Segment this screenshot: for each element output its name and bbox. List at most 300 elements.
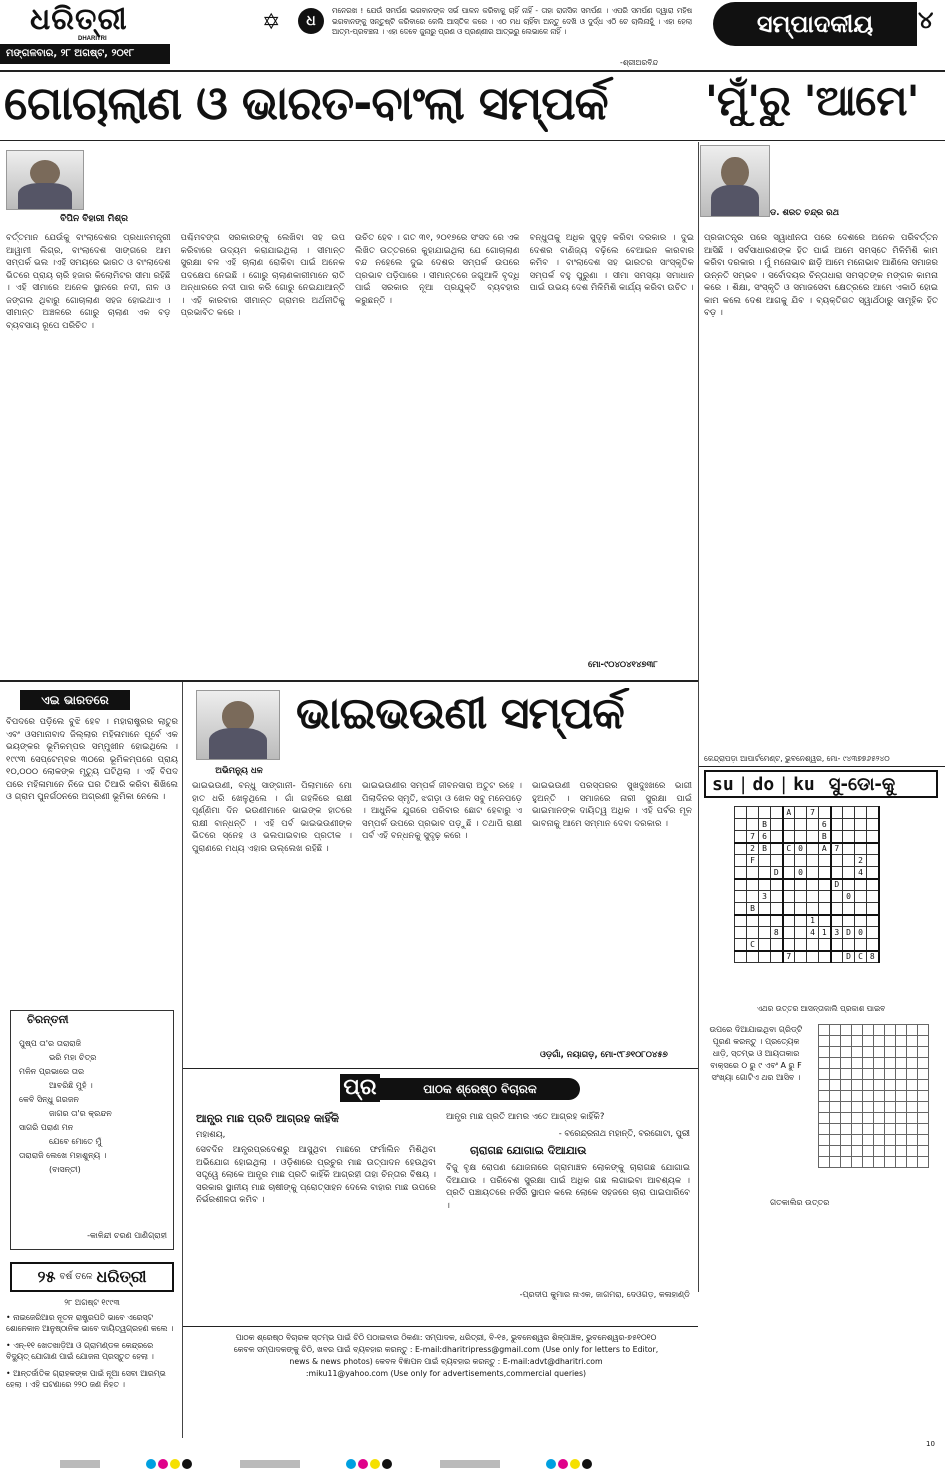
solution-cell xyxy=(819,1080,830,1091)
sudoku-cell[interactable] xyxy=(795,831,807,843)
sudoku-cell[interactable]: A xyxy=(783,807,795,819)
sudoku-cell[interactable]: 7 xyxy=(783,951,795,963)
sudoku-cell[interactable]: 7 xyxy=(747,831,759,843)
sudoku-cell[interactable]: B xyxy=(747,903,759,915)
sudoku-cell[interactable] xyxy=(867,819,879,831)
sudoku-title-ku: ku xyxy=(793,773,815,795)
sudoku-cell[interactable] xyxy=(807,855,819,867)
sudoku-cell[interactable] xyxy=(843,807,855,819)
archive-item: • ଆନ୍ତର୍ଜାତିକ ଗ୍ରାହକଙ୍କ ପାଇଁ ନୂଆ ସେବା ଆରମ୍ଭ ହେଲା । ଏହି ଘଟଣାରେ ୨୨୦ ଜଣ ନିହତ । xyxy=(6,1369,166,1389)
solution-cell xyxy=(841,1091,852,1102)
sudoku-cell[interactable] xyxy=(819,939,831,951)
sudoku-cell[interactable] xyxy=(843,915,855,927)
sudoku-cell[interactable] xyxy=(783,867,795,879)
sudoku-cell[interactable]: B xyxy=(759,843,771,855)
bhai-col-1: ଭାଇଭଉଣୀ, ବନ୍ଧୁ ସାଙ୍ଗାନୀ- ପିଲାମାନେ ମୋ ହାତ ଧରି ଖେଳୁଥିଲେ । ଗାଁ ଗହଳିରେ ରାକ୍ଷୀ ପୂର୍ଣ୍ଣିମା ଦିନ ଭଉଣୀମାନେ ଭାଇଙ୍କ ହାତରେ ରାକ୍ଷୀ ବାନ୍ଧନ୍ତି । ଏହି ପର୍ବ ଭାଇଭଉଣୀଙ୍କ ଭିତରେ ସ୍ନେହ ଓ ଭଲପାଇବାର ପ୍ରତୀକ । ପୁରାଣରେ ମଧ୍ୟ ଏହାର ଉଲ୍ଲେଖ ରହିଛି । xyxy=(192,781,352,854)
star-emblem-icon: ✡ xyxy=(262,10,281,35)
chirantani-poem xyxy=(19,1037,167,1177)
solution-cell xyxy=(830,1091,841,1102)
sudoku-cell[interactable] xyxy=(771,819,783,831)
ei-bharatare-title: ଏଇ ଭାରତରେ xyxy=(20,690,130,710)
footer-rule xyxy=(183,1326,698,1327)
sudoku-cell[interactable] xyxy=(735,807,747,819)
sudoku-cell[interactable]: 4 xyxy=(807,927,819,939)
sudoku-cell[interactable] xyxy=(747,879,759,891)
sudoku-cell[interactable] xyxy=(735,951,747,963)
sudoku-cell[interactable]: 1 xyxy=(807,915,819,927)
folio-number: 10 xyxy=(926,1440,935,1448)
solution-cell xyxy=(918,1069,929,1080)
poem-line: ତାରାରାଜି ଲେଖେ ମହାଶୁନ୍ୟ । xyxy=(19,1151,107,1160)
sudoku-cell[interactable] xyxy=(759,879,771,891)
sudoku-cell[interactable] xyxy=(831,819,843,831)
sudoku-cell[interactable] xyxy=(783,855,795,867)
solution-cell xyxy=(907,1157,918,1168)
footer-address xyxy=(196,1332,696,1380)
sudoku-cell[interactable] xyxy=(735,843,747,855)
solution-cell xyxy=(907,1113,918,1124)
sudoku-cell[interactable] xyxy=(855,939,867,951)
solution-cell xyxy=(852,1113,863,1124)
solution-cell xyxy=(907,1036,918,1047)
sudoku-cell[interactable] xyxy=(795,915,807,927)
sudoku-cell[interactable] xyxy=(759,951,771,963)
solution-cell xyxy=(896,1124,907,1135)
sudoku-cell[interactable] xyxy=(735,927,747,939)
sudoku-cell[interactable] xyxy=(843,867,855,879)
sudoku-cell[interactable] xyxy=(831,855,843,867)
footer-line-4: :miku11@yahoo.com (Use only for advertisements,commercial queries) xyxy=(305,1369,587,1378)
sudoku-cell[interactable] xyxy=(843,939,855,951)
sudoku-cell[interactable] xyxy=(867,879,879,891)
solution-cell xyxy=(852,1146,863,1157)
solution-cell xyxy=(841,1146,852,1157)
sudoku-cell[interactable] xyxy=(867,843,879,855)
sudoku-cell[interactable] xyxy=(831,831,843,843)
sudoku-cell[interactable]: A xyxy=(819,843,831,855)
archive-badge-logo: ଧରିତ୍ରୀ xyxy=(96,1267,147,1286)
sudoku-cell[interactable] xyxy=(819,855,831,867)
sudoku-cell[interactable] xyxy=(867,807,879,819)
solution-cell xyxy=(896,1025,907,1036)
bhai-headline: ଭାଇଭଉଣୀ ସମ୍ପର୍କ xyxy=(296,688,624,739)
solution-cell xyxy=(863,1102,874,1113)
sudoku-cell[interactable] xyxy=(795,819,807,831)
solution-cell xyxy=(863,1025,874,1036)
sudoku-cell[interactable] xyxy=(855,807,867,819)
sudoku-cell[interactable] xyxy=(759,927,771,939)
solution-cell xyxy=(863,1058,874,1069)
sudoku-cell[interactable] xyxy=(795,939,807,951)
sudoku-cell[interactable]: D xyxy=(843,951,855,963)
solution-cell xyxy=(819,1113,830,1124)
solution-cell xyxy=(885,1124,896,1135)
solution-cell xyxy=(896,1113,907,1124)
sudoku-cell[interactable] xyxy=(771,903,783,915)
sudoku-cell[interactable] xyxy=(819,807,831,819)
solution-cell xyxy=(907,1124,918,1135)
sudoku-cell[interactable] xyxy=(819,891,831,903)
sudoku-previous-solution xyxy=(818,1024,929,1168)
sudoku-cell[interactable] xyxy=(735,939,747,951)
sudoku-cell[interactable] xyxy=(771,831,783,843)
solution-cell xyxy=(885,1080,896,1091)
sudoku-cell[interactable] xyxy=(867,831,879,843)
sudoku-cell[interactable] xyxy=(795,891,807,903)
poem-line: ଯେବେ ମୋତେ ମୁଁ xyxy=(49,1137,102,1146)
solution-cell xyxy=(841,1036,852,1047)
column-rule xyxy=(698,142,699,1292)
sudoku-cell[interactable] xyxy=(795,927,807,939)
poem-line: ଜାଗର ତା'ର କ୍ରନ୍ଦନ xyxy=(49,1109,112,1118)
sudoku-cell[interactable] xyxy=(771,855,783,867)
sudoku-cell[interactable]: F xyxy=(747,855,759,867)
sudoku-cell[interactable] xyxy=(831,807,843,819)
footer-line-3: news & news photos) କେବଳ ବିଜ୍ଞାପନ ପାଇଁ ବ୍ୟବହାର କରନ୍ତୁ : E-mail:advt@dharitri.com xyxy=(289,1357,603,1366)
sudoku-cell[interactable] xyxy=(783,891,795,903)
sudoku-cell[interactable] xyxy=(735,819,747,831)
solution-cell xyxy=(896,1157,907,1168)
archive-item: • ଏନ୍‌-୧୧ ଖେତଖାଡ଼ିଆ ଓ ଗ୍ରାମଣ୍ଡଳ କେନ୍ଦ୍ରରେ ବିଦ୍ୟୁତ୍ ଯୋଗାଣ ପାଇଁ ଯୋଜନା ପ୍ରସ୍ତୁତ ହେଲା । xyxy=(6,1341,154,1361)
poem-line: ପୁଷ୍ପ ତା'ର ତାରାରାଜି xyxy=(19,1039,82,1048)
sudoku-cell[interactable]: 0 xyxy=(855,927,867,939)
letter3-body: ବିଜୁ ବୃକ୍ଷ ରୋପଣ ଯୋଜନାରେ ଗ୍ରାମାଞ୍ଚଳ ଲୋକଙ୍କୁ ଚାରାଗଛ ଯୋଗାଇ ଦିଆଯାଉ । ପରିବେଶ ସୁରକ୍ଷା ପାଇଁ ଅଧିକ ଗଛ ଲଗାଇବା ଆବଶ୍ୟକ । ପ୍ରତି ପଞ୍ଚାୟତରେ ନର୍ସରି ସ୍ଥାପନ କଲେ ଲୋକେ ସହଜରେ ଚାରା ପାଇପାରିବେ । xyxy=(446,1163,690,1211)
sudoku-cell[interactable] xyxy=(831,951,843,963)
sudoku-cell[interactable] xyxy=(867,927,879,939)
sudoku-title-odia: ସୁ-ଡୋ-କୁ xyxy=(828,773,896,795)
sudoku-cell[interactable] xyxy=(783,939,795,951)
lead-body xyxy=(6,232,694,672)
solution-cell xyxy=(830,1069,841,1080)
solution-cell xyxy=(819,1124,830,1135)
sudoku-cell[interactable] xyxy=(771,951,783,963)
register-mark-3 xyxy=(440,1460,500,1468)
sudoku-cell[interactable] xyxy=(819,915,831,927)
solution-cell xyxy=(907,1058,918,1069)
sudoku-cell[interactable] xyxy=(867,915,879,927)
solution-cell xyxy=(874,1036,885,1047)
sudoku-cell[interactable] xyxy=(747,915,759,927)
cmyk-swatches-1 xyxy=(146,1454,194,1471)
letter3-title: ଚାରାଗଛ ଯୋଗାଇ ଦିଆଯାଉ xyxy=(470,1144,587,1157)
sudoku-cell[interactable] xyxy=(759,939,771,951)
sudoku-cell[interactable] xyxy=(771,843,783,855)
sudoku-cell[interactable]: C xyxy=(747,939,759,951)
solution-cell xyxy=(830,1080,841,1091)
sudoku-cell[interactable]: 1 xyxy=(819,927,831,939)
sudoku-cell[interactable] xyxy=(783,915,795,927)
solution-cell xyxy=(852,1091,863,1102)
sudoku-cell[interactable] xyxy=(795,855,807,867)
poem-line: ମଳିନ ପ୍ରଭାରେ ତାର xyxy=(19,1067,85,1076)
sudoku-cell[interactable]: B xyxy=(759,819,771,831)
sudoku-cell[interactable] xyxy=(843,879,855,891)
solution-cell xyxy=(830,1135,841,1146)
sudoku-cell[interactable]: 8 xyxy=(867,951,879,963)
sudoku-cell[interactable]: 7 xyxy=(807,807,819,819)
sudoku-cell[interactable] xyxy=(807,903,819,915)
author-photo-abhimanyu xyxy=(196,690,280,760)
sudoku-cell[interactable] xyxy=(843,819,855,831)
solution-cell xyxy=(918,1091,929,1102)
sudoku-cell[interactable] xyxy=(843,843,855,855)
solution-cell xyxy=(885,1036,896,1047)
solution-cell xyxy=(918,1058,929,1069)
sudoku-cell[interactable] xyxy=(819,951,831,963)
sudoku-cell[interactable] xyxy=(771,939,783,951)
chirantani-attribution: -କାଳିନ୍ଦୀ ଚରଣ ପାଣିଗ୍ରାହୀ xyxy=(87,1231,167,1240)
solution-cell xyxy=(874,1113,885,1124)
sudoku-cell[interactable] xyxy=(771,807,783,819)
right-rule xyxy=(699,766,945,767)
logo: ଧରିତ୍ରୀ xyxy=(30,2,128,37)
sudoku-cell[interactable] xyxy=(831,915,843,927)
solution-cell xyxy=(841,1135,852,1146)
solution-cell xyxy=(852,1069,863,1080)
sudoku-title: su | do | ku ସୁ-ଡୋ-କୁ xyxy=(704,770,938,798)
solution-cell xyxy=(907,1102,918,1113)
sudoku-cell[interactable] xyxy=(807,891,819,903)
sudoku-prev-label: ଗତକାଲିର ଉତ୍ତର xyxy=(770,1198,830,1207)
sudoku-cell[interactable] xyxy=(843,855,855,867)
chirantani-title: ଚିରନ୍ତନୀ xyxy=(27,1013,69,1026)
sudoku-cell[interactable] xyxy=(843,831,855,843)
solution-cell xyxy=(841,1102,852,1113)
solution-cell xyxy=(852,1058,863,1069)
letter2-attribution: - ବରେନ୍ଦ୍ରନାଥ ମହାନ୍ତି, ବରଗୋଟା, ପୁରୀ xyxy=(558,1128,690,1138)
sudoku-cell[interactable] xyxy=(867,903,879,915)
chirantani-box xyxy=(10,1010,174,1250)
poem-line: ଭରି ମହା ଚିତ୍ର xyxy=(49,1053,97,1062)
sudoku-cell[interactable]: 7 xyxy=(831,843,843,855)
solution-cell xyxy=(896,1069,907,1080)
sudoku-caption: ଏଥର ଉତ୍ତର ଆସନ୍ତାକାଲି ପ୍ରକାଶ ପାଇବ xyxy=(756,1004,886,1013)
sudoku-cell[interactable]: D xyxy=(831,879,843,891)
sudoku-cell[interactable] xyxy=(831,903,843,915)
sudoku-cell[interactable]: 6 xyxy=(819,819,831,831)
sudoku-cell[interactable] xyxy=(783,903,795,915)
letter3-attribution: -ପ୍ରଦୀପ କୁମାର ନାଏକ, ଜାଗମରା, ଦେଓଗଡ଼, କଳାହାଣ୍ଡି xyxy=(519,1290,690,1299)
sudoku-cell[interactable] xyxy=(855,831,867,843)
solution-cell xyxy=(885,1025,896,1036)
solution-cell xyxy=(874,1025,885,1036)
sudoku-cell[interactable] xyxy=(819,903,831,915)
bhai-col-3: ଭାଇଭଉଣୀ ପରସ୍ପରର ସୁଖଦୁଃଖରେ ଭାଗୀ ହୁଅନ୍ତି । ସମାଜରେ ନାରୀ ସୁରକ୍ଷା ପାଇଁ ଭାଇମାନଙ୍କ ଦାୟିତ୍ୱ ଅଧିକ । ଏହି ପର୍ବର ମୂଳ ଭାବନାକୁ ଆମେ ସମ୍ମାନ ଦେବା ଦରକାର । xyxy=(532,781,692,829)
solution-cell xyxy=(918,1135,929,1146)
solution-cell xyxy=(918,1124,929,1135)
solution-cell xyxy=(863,1124,874,1135)
archive-column-rule xyxy=(182,682,183,1438)
lead-col-1: ବର୍ତ୍ତମାନ ଯେଉଁକୁ ବାଂଲାଦେଶର ପ୍ରଧାନମନ୍ତ୍ରୀ ଆୱାମୀ ଲିଗ୍‌ର, ବାଂଲାଦେଶ ସାଙ୍ଗରେ ଆମ ସମ୍ପର୍କ ଭଲ ।ଏହି ସମୟରେ ଭାରତ ଓ ବାଂଲାଦେଶ ଭିତରେ ପ୍ରାୟ ଚାରି ହଜାର କିଲୋମିଟର ସୀମା ରହିଛି । ଏହି ସୀମାରେ ଅନେକ ସ୍ଥାନରେ ନଦୀ, ନାଳ ଓ ଜଙ୍ଗଲ ଥିବାରୁ ଗୋଚାଲାଣ ସହଜ ହୋଇଥାଏ । ସୀମାନ୍ତ ଅଞ୍ଚଳରେ ଗୋରୁ ଚାଲାଣ ଏକ ବଡ଼ ବ୍ୟବସାୟ ରୂପେ ପରିଚିତ । xyxy=(6,233,171,331)
solution-cell xyxy=(907,1025,918,1036)
sudoku-cell[interactable] xyxy=(819,867,831,879)
sudoku-cell[interactable] xyxy=(807,867,819,879)
lead-col-3: ଉଚିତ ହେବ । ଗତ ୩୧, ୨୦୧୭ରେ ସଂସଦ ରେ ଏକ ଲିଖିତ ଉତ୍ତରରେ କୁହାଯାଇଥିଲା ଯେ ଗୋଚାଲାଣ ବନ୍ଦ ନହେଲେ ଦୁଇ ଦେଶର ସମ୍ପର୍କ ଉପରେ ପ୍ରଭାବ ପଡ଼ିପାରେ । ସୀମାନ୍ତରେ ଜଗୁଆଳି ବୃଦ୍ଧି ପାଇଁ ସରକାର ନୂଆ ପ୍ରଯୁକ୍ତି ବ୍ୟବହାର କରୁଛନ୍ତି । xyxy=(355,233,520,306)
sudoku-cell[interactable]: 8 xyxy=(771,927,783,939)
solution-cell xyxy=(907,1091,918,1102)
sudoku-cell[interactable] xyxy=(771,879,783,891)
solution-cell xyxy=(819,1146,830,1157)
sudoku-cell[interactable] xyxy=(807,951,819,963)
sudoku-cell[interactable] xyxy=(735,867,747,879)
solution-cell xyxy=(918,1036,929,1047)
black-swatch xyxy=(182,1459,192,1469)
sudoku-cell[interactable] xyxy=(855,903,867,915)
sudoku-cell[interactable] xyxy=(867,939,879,951)
cmyk-swatches-3 xyxy=(546,1454,594,1471)
lower-rule xyxy=(0,680,698,682)
sudoku-cell[interactable] xyxy=(747,867,759,879)
sudoku-cell[interactable]: 6 xyxy=(759,831,771,843)
sudoku-cell[interactable] xyxy=(807,819,819,831)
solution-cell xyxy=(885,1102,896,1113)
sudoku-cell[interactable]: 3 xyxy=(759,891,771,903)
sudoku-cell[interactable]: D xyxy=(771,867,783,879)
solution-cell xyxy=(863,1069,874,1080)
solution-cell xyxy=(885,1091,896,1102)
solution-cell xyxy=(874,1102,885,1113)
register-mark-1 xyxy=(60,1460,100,1468)
solution-cell xyxy=(918,1025,929,1036)
archive-badge-text: ବର୍ଷ ତଳେ xyxy=(59,1272,93,1282)
sudoku-cell[interactable] xyxy=(783,879,795,891)
solution-cell xyxy=(896,1102,907,1113)
sudoku-cell[interactable]: 4 xyxy=(855,867,867,879)
sudoku-cell[interactable] xyxy=(735,891,747,903)
sudoku-cell[interactable] xyxy=(759,867,771,879)
top-quote: ମନେରଖ ! ଯେଉଁ ସମର୍ପଣ ଭଗବାନଙ୍କ ସର୍ଭ ପାଳନ କରିବାକୁ ଚାହିଁ ନାହିଁ - ତାହା ରାଜସିକ ସମର୍ପଣ । ଏପରି ସମର୍ପଣ ଦ୍ୱାରା ମହିଷ ଭଗବାନଙ୍କୁ ସନ୍ତୁଷ୍ଟି କରିବାରେ କେଲି ଆସ୍ତିଳ କରେ । ଏଠ ମଧ ଚାହିଁବା ଅନ୍ତୁ ଦେଖି ଓ ଦୁର୍ଦ୍ଧ ଏଠି ଚେ ଚାଲିନାହୁଁ । ଏହା ହେଲା ଆତ୍ମ-ପ୍ରବଞ୍ଚନା । ଏହା ଦେବେ ଜୁନାରୁ ପ୍ରଣ ଓ ପ୍ରଣ୍ଣୀର ଆତ୍ଭରୁ ଲେଭାଳେ ନାହିଁ । xyxy=(332,6,692,36)
sudoku-cell[interactable] xyxy=(759,855,771,867)
sudoku-cell[interactable] xyxy=(855,891,867,903)
solution-cell xyxy=(918,1113,929,1124)
sudoku-cell[interactable] xyxy=(807,831,819,843)
register-mark-2 xyxy=(240,1460,300,1468)
sudoku-cell[interactable] xyxy=(855,819,867,831)
solution-cell xyxy=(918,1080,929,1091)
sudoku-cell[interactable] xyxy=(831,867,843,879)
sudoku-cell[interactable]: D xyxy=(843,927,855,939)
sudoku-cell[interactable] xyxy=(795,879,807,891)
solution-cell xyxy=(852,1080,863,1091)
sudoku-cell[interactable] xyxy=(867,855,879,867)
sudoku-cell[interactable] xyxy=(735,855,747,867)
solution-cell xyxy=(896,1080,907,1091)
cmyk-swatches-2 xyxy=(346,1454,394,1471)
sudoku-cell[interactable] xyxy=(795,951,807,963)
sudoku-cell[interactable] xyxy=(747,927,759,939)
sudoku-cell[interactable] xyxy=(807,843,819,855)
sudoku-cell[interactable] xyxy=(783,927,795,939)
sudoku-cell[interactable] xyxy=(735,903,747,915)
sudoku-cell[interactable] xyxy=(735,831,747,843)
letter1-body: ସେବଦିନ ଆନ୍ଧ୍ରପ୍ରଦେଶରୁ ଆସୁଥିବା ମାଛରେ ଫର୍ମାଲିନ ମିଶିଥିବା ଅଭିଯୋଗ ହୋଇଥିଲା । ଓଡ଼ିଶାରେ ପ୍ରଚୁର ମାଛ ଉତ୍ପାଦନ ହେଉଥିବା ସତ୍ତ୍ୱେ ଲୋକେ ଆନ୍ଧ୍ର ମାଛ ପ୍ରତି କାହିଁକି ଆଗ୍ରହୀ ତାହା ଚିନ୍ତାର ବିଷୟ । ସରକାର ସ୍ଥାନୀୟ ମାଛ ଚାଷୀଙ୍କୁ ପ୍ରୋତ୍ସାହନ ଦେଲେ ବାହାର ମାଛ ଉପରେ ନିର୍ଭରଶୀଳତା କମିବ । xyxy=(196,1145,436,1205)
letter1-title: ଆନ୍ଧ୍ର ମାଛ ପ୍ରତି ଆଗ୍ରହ କାହିଁକି xyxy=(196,1112,340,1125)
solution-cell xyxy=(841,1069,852,1080)
sudoku-cell[interactable] xyxy=(855,879,867,891)
solution-cell xyxy=(819,1157,830,1168)
solution-cell xyxy=(830,1124,841,1135)
solution-cell xyxy=(852,1025,863,1036)
solution-cell xyxy=(918,1146,929,1157)
sudoku-cell[interactable]: B xyxy=(819,831,831,843)
solution-cell xyxy=(918,1102,929,1113)
solution-cell xyxy=(907,1146,918,1157)
sudoku-cell[interactable] xyxy=(759,915,771,927)
right-headline: 'ମୁଁ'ରୁ 'ଆମେ' xyxy=(705,76,919,125)
sudoku-cell[interactable] xyxy=(795,807,807,819)
footer-line-2: କେବଳ ସମ୍ପାଦକଙ୍କୁ ଚିଠି, ଖବର ପାଇଁ ବ୍ୟବହାର କରନ୍ତୁ : E-mail:dharitripress@gmail.com (Use only for letters to Editor, xyxy=(233,1345,659,1354)
sudoku-cell[interactable]: 2 xyxy=(747,843,759,855)
sudoku-cell[interactable] xyxy=(747,951,759,963)
sudoku-cell[interactable] xyxy=(771,915,783,927)
archive-item: • ନାଇଜେରିଆର ନୂତନ ରାଷ୍ଟ୍ରପତି ଭାବେ ଏରେସ୍ଟ ଶୋନେକାନ ଆନୁଷ୍ଠାନିକ ଭାବେ ଦାୟିତ୍ୱଗ୍ରହଣ କଲେ । xyxy=(6,1313,174,1333)
author-photo-sarat xyxy=(700,145,770,217)
sudoku-cell[interactable] xyxy=(747,819,759,831)
archive-badge-number: ୨୫ xyxy=(37,1267,56,1286)
sudoku-cell[interactable] xyxy=(735,915,747,927)
solution-cell xyxy=(874,1047,885,1058)
solution-cell xyxy=(852,1157,863,1168)
archive-date: ୨୮ ଅଗଷ୍ଟ ୧୯୯୩ xyxy=(64,1298,120,1307)
sudoku-cell[interactable] xyxy=(783,819,795,831)
solution-cell xyxy=(830,1146,841,1157)
ei-bharatare-body: ବିପଦରେ ପଡ଼ିଲେ ବୁଝି ହେବ । ମହାରାଷ୍ଟ୍ରର ଲାତୁର ଏବଂ ଓସମାନାବାଦ ଜିଲ୍ଲାର ମହିଳାମାନେ ପୂର୍ବେ ଏକ ଭୟଙ୍କର ଭୂମିକମ୍ପର ସମ୍ମୁଖୀନ ହୋଇଥିଲେ । ୧୯୯୩ ସେପ୍ଟେମ୍ବର ୩୦ରେ ଭୂମିକମ୍ପରେ ପ୍ରାୟ ୧୦,୦୦୦ ଲୋକଙ୍କ ମୃତ୍ୟୁ ଘଟିଥିଲା । ଏହି ବିପଦ ପରେ ମହିଳାମାନେ ନିଜେ ଘର ତିଆରି କରିବା ଶିଖିଲେ ଓ ଗ୍ରାମ ପୁନର୍ଗଠନରେ ଅଗ୍ରଣୀ ଭୂମିକା ନେଲେ । xyxy=(6,717,178,802)
solution-cell xyxy=(863,1091,874,1102)
bhai-author: ଅଭିମନ୍ୟୁ ଧଳ xyxy=(215,766,263,776)
sudoku-cell[interactable] xyxy=(795,903,807,915)
solution-cell xyxy=(841,1025,852,1036)
sudoku-cell[interactable]: 3 xyxy=(831,927,843,939)
sudoku-cell[interactable]: 2 xyxy=(855,855,867,867)
sudoku-cell[interactable] xyxy=(855,843,867,855)
sudoku-cell[interactable] xyxy=(831,891,843,903)
solution-cell xyxy=(874,1157,885,1168)
sudoku-cell[interactable] xyxy=(783,831,795,843)
section-label: ସମ୍ପାଦକୀୟ xyxy=(713,2,917,46)
solution-cell xyxy=(918,1157,929,1168)
sudoku-cell[interactable] xyxy=(807,879,819,891)
sudoku-cell[interactable] xyxy=(747,807,759,819)
solution-cell xyxy=(885,1058,896,1069)
solution-cell xyxy=(896,1036,907,1047)
solution-cell xyxy=(907,1069,918,1080)
sudoku-cell[interactable]: 0 xyxy=(795,843,807,855)
sudoku-cell[interactable] xyxy=(819,879,831,891)
sudoku-cell[interactable] xyxy=(771,891,783,903)
sudoku-cell[interactable] xyxy=(867,891,879,903)
solution-cell xyxy=(874,1135,885,1146)
sudoku-cell[interactable]: 0 xyxy=(843,891,855,903)
sudoku-cell[interactable] xyxy=(867,867,879,879)
sudoku-cell[interactable] xyxy=(759,807,771,819)
sudoku-cell[interactable]: 0 xyxy=(795,867,807,879)
sudoku-cell[interactable] xyxy=(831,939,843,951)
sudoku-cell[interactable] xyxy=(807,939,819,951)
sudoku-cell[interactable] xyxy=(843,903,855,915)
solution-cell xyxy=(896,1091,907,1102)
masthead xyxy=(0,0,945,70)
sudoku-cell[interactable] xyxy=(735,879,747,891)
sudoku-cell[interactable]: C xyxy=(855,951,867,963)
sudoku-cell[interactable]: C xyxy=(783,843,795,855)
solution-cell xyxy=(819,1036,830,1047)
solution-cell xyxy=(874,1080,885,1091)
solution-cell xyxy=(896,1047,907,1058)
sudoku-cell[interactable] xyxy=(855,915,867,927)
sudoku-cell[interactable] xyxy=(747,891,759,903)
solution-cell xyxy=(819,1069,830,1080)
sudoku-cell[interactable] xyxy=(759,903,771,915)
